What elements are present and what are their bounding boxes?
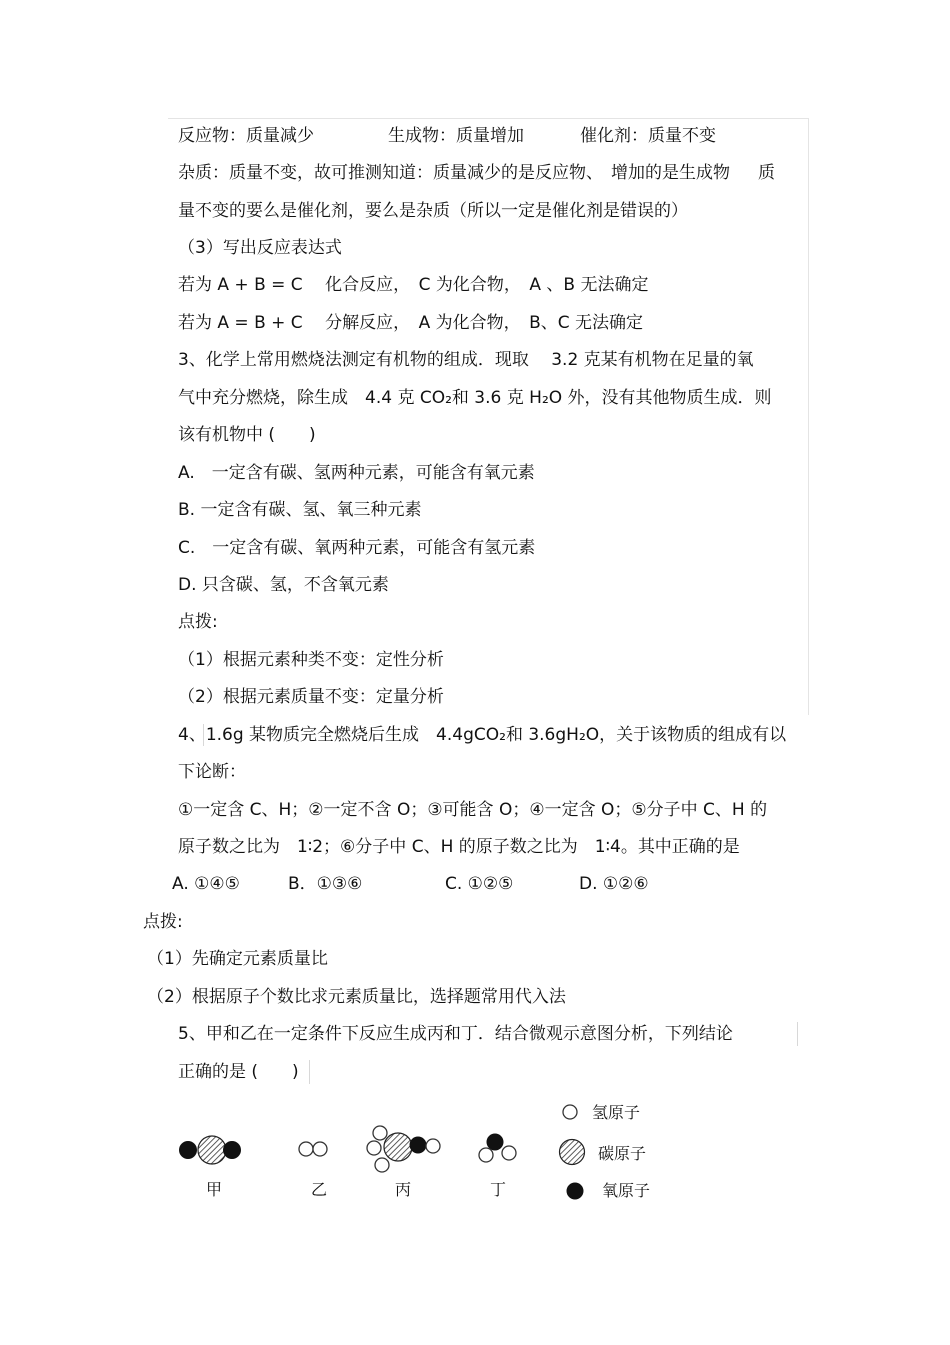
hint-item: （1）先确定元素质量比 [147,949,328,969]
label-jia: 甲 [206,1180,223,1199]
text-line: 量不变的要么是催化剂，要么是杂质（所以一定是催化剂是错误的） [178,201,688,221]
option-a: A. 一定含有碳、氢两种元素，可能含有氧元素 [178,463,535,483]
legend-carbon: 碳原子 [598,1144,647,1163]
hydrogen-atom [426,1139,440,1153]
subheading: （3）写出反应表达式 [178,238,342,258]
text-line [178,162,775,184]
divider [797,1022,798,1046]
hydrogen-atom [367,1141,381,1155]
label-bing: 丙 [395,1180,412,1199]
hint-item: （1）根据元素种类不变：定性分析 [178,650,444,670]
text-line: 下论断： [178,762,246,782]
molecule-diagram [160,1090,680,1210]
product-note: 生成物：质量增加 [388,126,524,146]
legend-hydrogen: 氢原子 [592,1103,641,1122]
carbon-atom [198,1136,226,1164]
option-d: D. 只含碳、氢，不含氧元素 [178,575,389,595]
option-d: D. ①②⑥ [579,874,649,894]
hydrogen-atom [375,1158,389,1172]
molecule-yi [299,1142,327,1156]
molecule-ding [479,1134,516,1163]
text-line: 气中充分燃烧，除生成 4.4 克 CO₂和 3.6 克 H₂O 外，没有其他物质生成．则 [178,388,772,408]
hydrogen-atom [313,1142,327,1156]
hydrogen-atom [373,1126,387,1140]
option-a: A. ①④⑤ [172,874,240,894]
molecule-jia [180,1136,241,1164]
hydrogen-atom [479,1148,493,1162]
option-b: B．①③⑥ [288,874,363,894]
reactant-note: 反应物：质量减少 [178,126,314,146]
option-b: B. 一定含有碳、氢、氧三种元素 [178,500,422,520]
question-5: 5、甲和乙在一定条件下反应生成丙和丁．结合微观示意图分析，下列结论 [178,1024,733,1044]
catalyst-note: 催化剂：质量不变 [580,126,716,146]
option-c: C. 一定含有碳、氧两种元素，可能含有氢元素 [178,538,536,558]
hint-item: （2）根据原子个数比求元素质量比，选择题常用代入法 [147,987,566,1007]
question-3: 3、化学上常用燃烧法测定有机物的组成．现取 3.2 克某有机物在足量的氧 [178,350,754,370]
hydrogen-atom [502,1146,516,1160]
question-4: 4、1.6g 某物质完全燃烧后生成 4.4gCO₂和 3.6gH₂O，关于该物质的组成有以 [178,725,787,745]
oxygen-legend-icon [567,1183,584,1200]
legend [560,1103,651,1200]
oxygen-atom [410,1137,427,1154]
text-line: 若为 A = B + C 分解反应， A 为化合物， B、C 无法确定 [178,313,644,333]
hydrogen-atom [299,1142,313,1156]
text-line [178,125,314,147]
text-line: ①一定含 C、H；②一定不含 O；③可能含 O；④一定含 O；⑤分子中 C、H 的 [178,800,768,820]
impurity-note-cont: 增加的是生成物 [611,163,730,183]
text-line: 正确的是 ( ) [178,1062,299,1082]
text-line: 若为 A + B = C 化合反应， C 为化合物， A 、B 无法确定 [178,275,649,295]
hydrogen-legend-icon [563,1105,577,1119]
carbon-legend-icon [560,1140,585,1165]
text-line [580,125,716,147]
text-line: 该有机物中 ( ) [178,425,316,445]
impurity-note-end: 质 [758,163,775,183]
label-yi: 乙 [311,1180,328,1199]
option-c: C. ①②⑤ [445,874,514,894]
oxygen-atom [224,1142,241,1159]
label-ding: 丁 [490,1180,507,1199]
oxygen-atom [180,1142,197,1159]
oxygen-atom [487,1134,504,1151]
legend-oxygen: 氧原子 [602,1181,651,1200]
divider [309,1060,310,1084]
hint-label: 点拨: [178,612,218,632]
hint-item: （2）根据元素质量不变：定量分析 [178,687,444,707]
text-line: 原子数之比为 1∶2；⑥分子中 C、H 的原子数之比为 1∶4。其中正确的是 [178,837,740,857]
carbon-atom [384,1133,412,1161]
molecule-bing [367,1126,440,1172]
text-line [388,125,524,147]
hint-label: 点拨: [143,912,183,932]
impurity-note: 杂质：质量不变，故可推测知道：质量减少的是反应物、 [178,163,603,183]
